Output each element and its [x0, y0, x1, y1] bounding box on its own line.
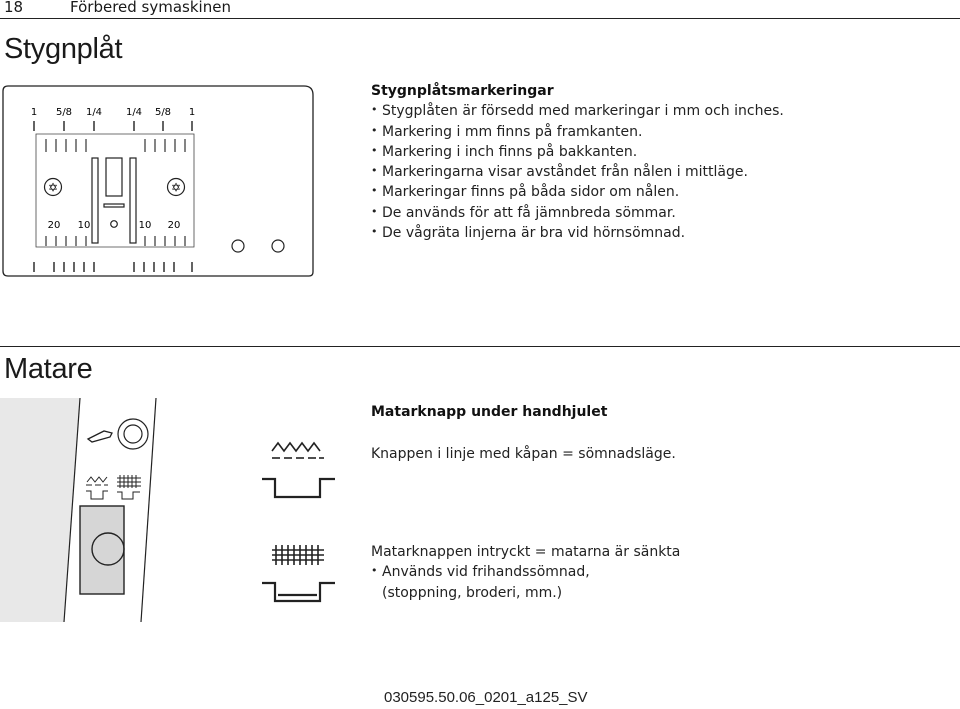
mm-label-20-right: 20 [167, 220, 181, 231]
feed-dog-heading: Matarknapp under handhjulet [371, 404, 608, 420]
mm-label-10-right: 10 [138, 220, 152, 231]
section-title-matare: Matare [4, 353, 93, 385]
feed-down-stitch-icon [272, 545, 324, 565]
fraction-label-4: 1/4 [125, 107, 143, 118]
page-number: 18 [4, 0, 24, 16]
feed-position-symbols [262, 437, 342, 607]
list-item: • De används för att få jämnbreda sömmar. [371, 203, 784, 223]
mm-label-20-left: 20 [47, 220, 61, 231]
svg-text:✡: ✡ [170, 180, 182, 195]
fraction-label-2: 5/8 [55, 107, 73, 118]
list-item: • Används vid frihandssömnad, [371, 562, 680, 582]
feed-up-dog-icon [262, 479, 335, 497]
feed-up-description: Knappen i linje med kåpan = sömnadsläge. [371, 446, 676, 462]
list-item: • Stygplåten är försedd med markeringar i mm och inches. [371, 101, 784, 121]
section-title-stygnplat: Stygnplåt [4, 33, 123, 65]
mm-label-10-left: 10 [77, 220, 91, 231]
running-title: Förbered symaskinen [70, 0, 231, 16]
feed-down-dog-icon [262, 583, 335, 601]
svg-text:✡: ✡ [47, 180, 59, 195]
list-item: • Markeringar finns på båda sidor om nålen. [371, 182, 784, 202]
list-item: • De vågräta linjerna är bra vid hörnsömnad. [371, 223, 784, 243]
list-item: • Markeringarna visar avståndet från nålen i mittläge. [371, 162, 784, 182]
fraction-label-6: 1 [188, 107, 196, 118]
feed-down-bullets [371, 562, 680, 582]
feed-down-continuation: (stoppning, broderi, mm.) [382, 584, 563, 601]
list-item: • Markering i mm finns på framkanten. [371, 122, 784, 142]
feed-down-line: Matarknappen intryckt = matarna är sänkta [371, 544, 681, 560]
document-code: 030595.50.06_0201_a125_SV [384, 689, 588, 706]
stitch-plate-heading: Stygnplåtsmarkeringar [371, 83, 554, 99]
header-rule [0, 18, 960, 19]
stitch-plate-bullets [371, 101, 784, 243]
feed-dog-button [80, 506, 124, 594]
feed-dog-button-illustration [0, 396, 170, 630]
list-item: • Markering i inch finns på bakkanten. [371, 142, 784, 162]
section-divider [0, 346, 960, 347]
fraction-label-5: 5/8 [154, 107, 172, 118]
stitch-plate-description [371, 81, 784, 243]
feed-down-description [371, 542, 680, 603]
stitch-plate-illustration [0, 84, 316, 278]
feed-up-stitch-icon [272, 443, 324, 458]
fraction-label-3: 1/4 [85, 107, 103, 118]
fraction-label-1: 1 [30, 107, 38, 118]
